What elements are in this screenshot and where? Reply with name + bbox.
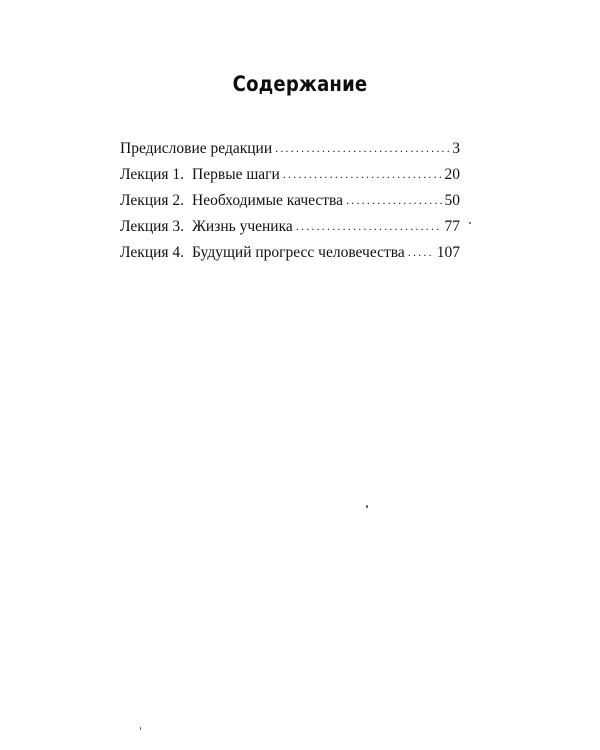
toc-entry-page: 107 [436,244,460,261]
toc-entry-preface [120,140,460,166]
scan-speck [469,222,471,224]
toc-entry-heading: Будущий прогресс человечества [192,244,405,261]
toc-entry-lecture-2 [120,192,460,218]
toc-entry-lecture-4 [120,244,460,270]
toc-dot-leader [408,243,434,261]
toc-entry-label [120,244,405,262]
toc-entry-lecture-number: Лекция 2. [120,192,185,209]
toc-dot-leader [275,139,449,157]
toc-entry-lecture-number: Лекция 1. [120,166,185,183]
toc-entry-lecture-3 [120,218,460,244]
toc-dot-leader [346,191,441,209]
toc-entry-label [120,192,343,210]
toc-entry-lecture-1 [120,166,460,192]
toc-entry-label [120,166,280,184]
toc-entry-page: 50 [444,192,460,209]
toc-entry-page: 3 [452,140,460,157]
scan-speck [366,505,368,508]
toc-entry-heading: Первые шаги [192,166,280,183]
scan-speck [140,727,141,730]
toc-dot-leader [296,217,442,235]
toc-entry-heading: Жизнь ученика [192,218,293,235]
toc-entry-page: 20 [444,166,460,183]
toc-entry-label [120,140,272,158]
toc-entry-lecture-number: Лекция 4. [120,244,185,261]
toc-entry-label [120,218,293,236]
toc-entry-page: 77 [444,218,460,235]
page-title: Содержание [232,72,368,96]
toc-dot-leader [283,165,442,183]
toc-entry-lecture-number: Лекция 3. [120,218,185,235]
toc-entry-heading: Предисловие редакции [120,140,273,157]
toc-entry-heading: Необходимые качества [192,192,344,209]
table-of-contents [120,140,460,270]
